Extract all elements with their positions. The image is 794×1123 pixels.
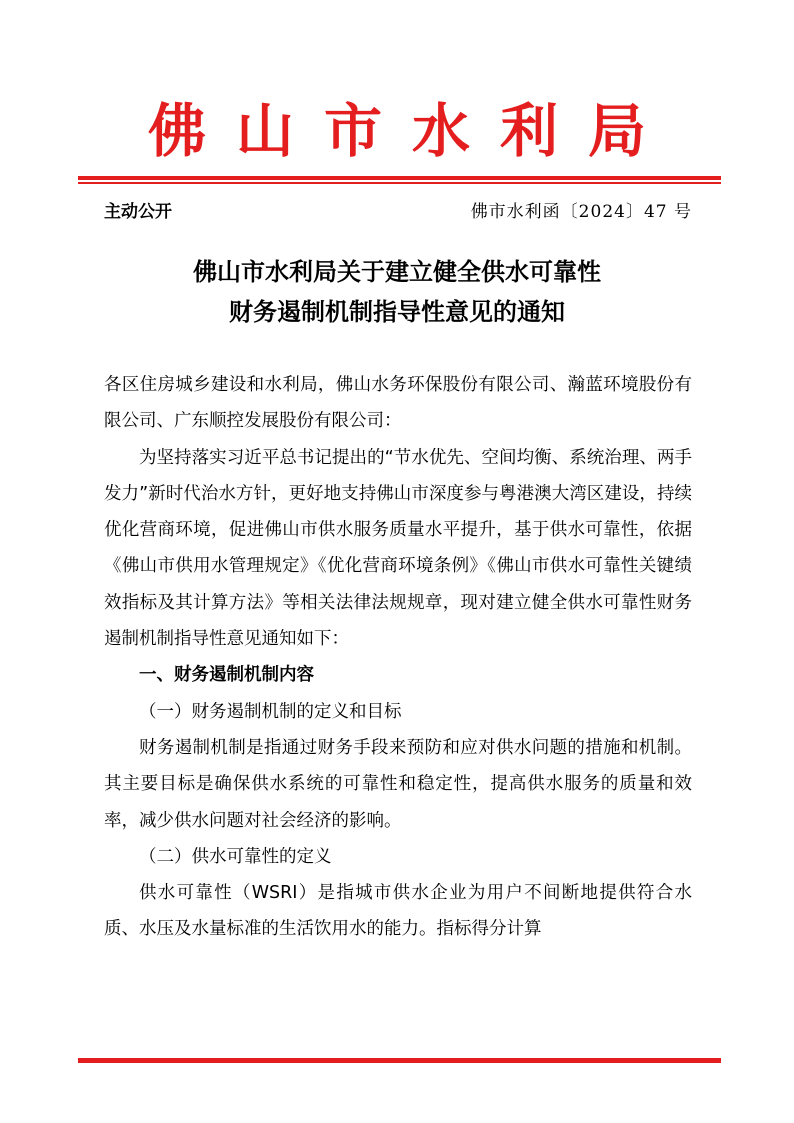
document-title <box>0 252 794 332</box>
subsection-2-heading: （二）供水可靠性的定义 <box>139 846 332 867</box>
disclosure-label: 主动公开 <box>104 202 172 222</box>
header-rule-thick <box>78 176 721 180</box>
agency-masthead: 佛山市水利局 <box>147 97 676 165</box>
document-body <box>104 367 692 948</box>
subsection-1-paragraph: 财务遏制机制是指通过财务手段来预防和应对供水问题的措施和机制。其主要目标是确保供水系统的可靠性和稳定性，提高供水服务的质量和效率，减少供水问题对社会经济的影响。 <box>104 737 692 831</box>
subsection-1-heading: （一）财务遏制机制的定义和目标 <box>139 701 402 722</box>
subsection-2-paragraph: 供水可靠性（WSRI）是指城市供水企业为用户不间断地提供符合水质、水压及水量标准的生活饮用水的能力。指标得分计算 <box>104 883 692 940</box>
document-meta <box>104 199 692 225</box>
document-number: 佛市水利函〔2024〕47 号 <box>470 202 692 222</box>
addressee: 各区住房城乡建设和水利局，佛山水务环保股份有限公司、瀚蓝环境股份有限公司、广东顺控发展股份有限公司： <box>104 375 692 432</box>
title-line-1: 佛山市水利局关于建立健全供水可靠性 <box>193 258 601 286</box>
section-1-heading: 一、财务遏制机制内容 <box>139 665 314 686</box>
footer-red-rule <box>78 1058 721 1063</box>
header-rule-thin <box>78 182 721 184</box>
intro-paragraph: 为坚持落实习近平总书记提出的“节水优先、空间均衡、系统治理、两手发力”新时代治水方针，更好地支持佛山市深度参与粤港澳大湾区建设，持续优化营商环境，促进佛山市供水服务质量水平提升，基于供水可靠性，依据《佛山市供用水管理规定》《优化营商环境条例》《佛山市供水可靠性关键绩效指标及其计算方法》等相关法律法规规章，现对建立健全供水可靠性财务遏制机制指导性意见通知如下： <box>104 447 692 650</box>
header-red-rule <box>78 176 721 184</box>
title-line-2: 财务遏制机制指导性意见的通知 <box>229 298 565 326</box>
